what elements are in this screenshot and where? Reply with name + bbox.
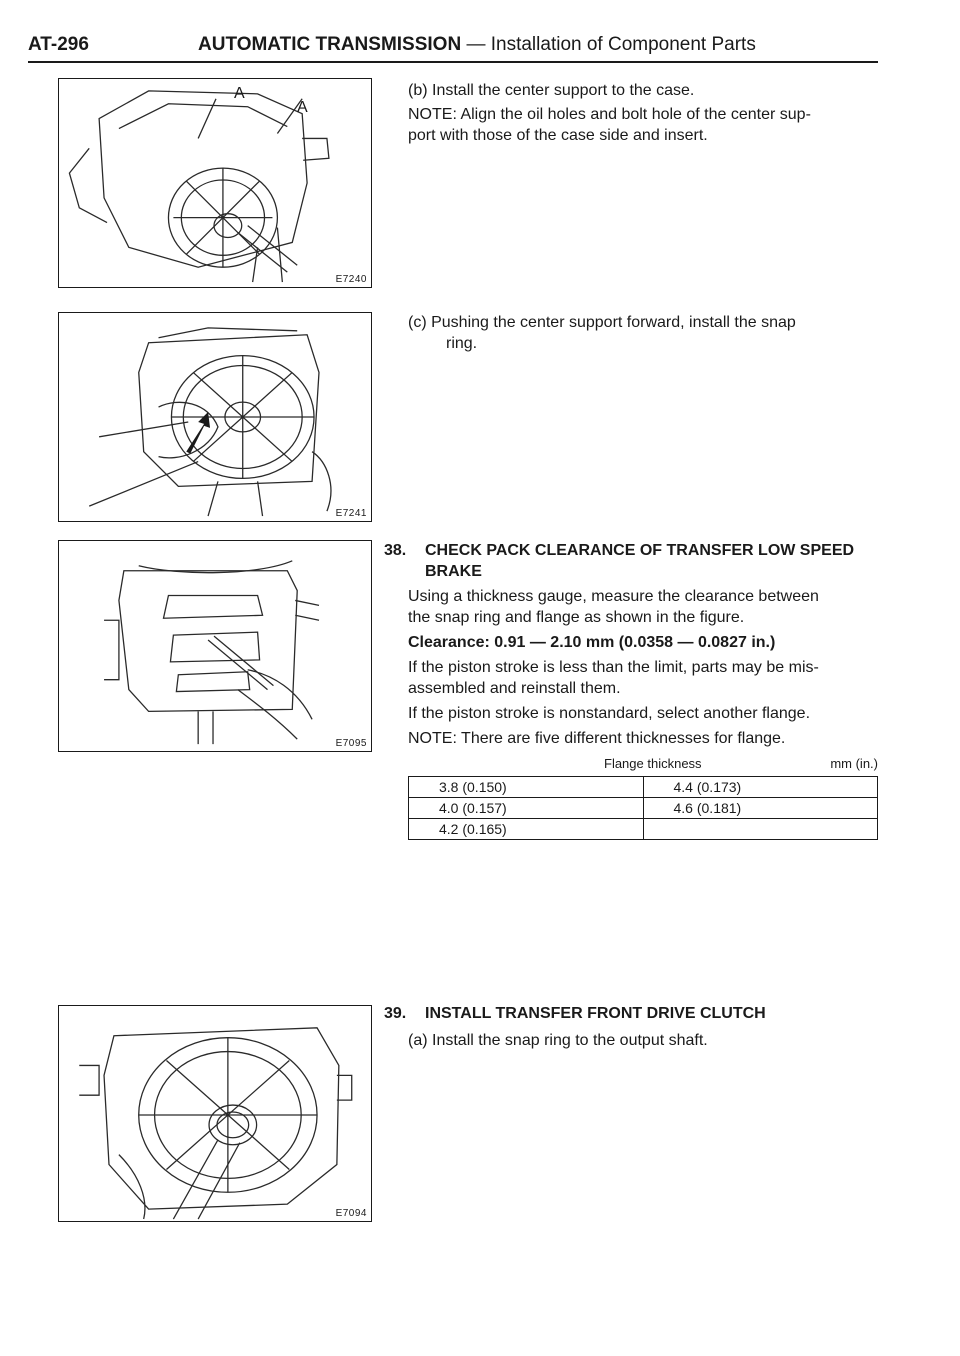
step-39-title: INSTALL TRANSFER FRONT DRIVE CLUTCH — [425, 1005, 766, 1022]
figure-code: E7241 — [335, 508, 367, 519]
clearance-spec: Clearance: 0.91 — 2.10 mm (0.0358 — 0.0827 in.) — [408, 634, 776, 651]
figure-snap-ring — [58, 312, 372, 522]
figure-code: E7240 — [335, 274, 367, 285]
table-cell: 4.4 (0.173) — [643, 777, 878, 798]
step-38-p2-line2: assembled and reinstall them. — [408, 680, 621, 697]
step-b-note-line1: NOTE: Align the oil holes and bolt hole of the center sup- — [408, 106, 811, 123]
table-cell — [643, 819, 878, 840]
section-title: AUTOMATIC TRANSMISSION — [198, 34, 462, 55]
header-rule — [28, 61, 878, 63]
table-cell: 4.2 (0.165) — [409, 819, 644, 840]
flange-thickness-table — [408, 776, 878, 840]
page-number: AT-296 — [28, 34, 89, 55]
step-39-number: 39. — [384, 1005, 407, 1022]
table-cell: 4.0 (0.157) — [409, 798, 644, 819]
table-caption — [408, 756, 878, 774]
step-38-p1-line1: Using a thickness gauge, measure the clearance between — [408, 588, 819, 605]
step-b-text: (b) Install the center support to the case. — [408, 82, 695, 99]
table-title: Flange thickness — [604, 756, 702, 771]
front-drive-clutch-illustration — [59, 1006, 371, 1221]
figure-center-support — [58, 78, 372, 288]
table-row — [409, 798, 878, 819]
step-b-note-line2: port with those of the case side and insert. — [408, 127, 708, 144]
step-b — [408, 80, 883, 146]
step-38-heading — [384, 540, 884, 584]
table-row — [409, 777, 878, 798]
step-38-title-line2: BRAKE — [425, 563, 482, 580]
table-cell: 4.6 (0.181) — [643, 798, 878, 819]
figure-clearance-check — [58, 540, 372, 752]
figure-front-drive-clutch — [58, 1005, 372, 1222]
page-title — [198, 34, 756, 56]
step-c — [408, 312, 883, 354]
step-c-line1: (c) Pushing the center support forward, install the snap — [408, 314, 796, 331]
step-38-p1-line2: the snap ring and flange as shown in the figure. — [408, 609, 745, 626]
figure-code: E7095 — [335, 738, 367, 749]
snap-ring-illustration — [59, 313, 371, 521]
step-38-number: 38. — [384, 542, 407, 559]
table-cell: 3.8 (0.150) — [409, 777, 644, 798]
table-row — [409, 819, 878, 840]
step-c-line2: ring. — [446, 335, 478, 352]
step-39-heading — [384, 1003, 884, 1025]
step-38-title — [425, 540, 885, 582]
page-header — [28, 34, 878, 64]
step-39-body — [408, 1030, 883, 1051]
step-38-note: NOTE: There are five different thicknesses for flange. — [408, 730, 786, 747]
table-unit: mm (in.) — [830, 756, 878, 771]
step-38-p2-line1: If the piston stroke is less than the limit, parts may be mis- — [408, 659, 819, 676]
figure-label-a: A — [234, 85, 245, 102]
step-38-p3: If the piston stroke is nonstandard, select another flange. — [408, 705, 811, 722]
step-38-body — [408, 586, 883, 749]
figure-label-a: A — [297, 99, 308, 116]
step-38-title-line1: CHECK PACK CLEARANCE OF TRANSFER LOW SPEED — [425, 542, 855, 559]
section-subtitle: — Installation of Component Parts — [461, 34, 756, 55]
figure-code: E7094 — [335, 1208, 367, 1219]
step-39-a: (a) Install the snap ring to the output shaft. — [408, 1032, 708, 1049]
center-support-illustration — [59, 79, 371, 287]
clearance-check-illustration — [59, 541, 371, 751]
